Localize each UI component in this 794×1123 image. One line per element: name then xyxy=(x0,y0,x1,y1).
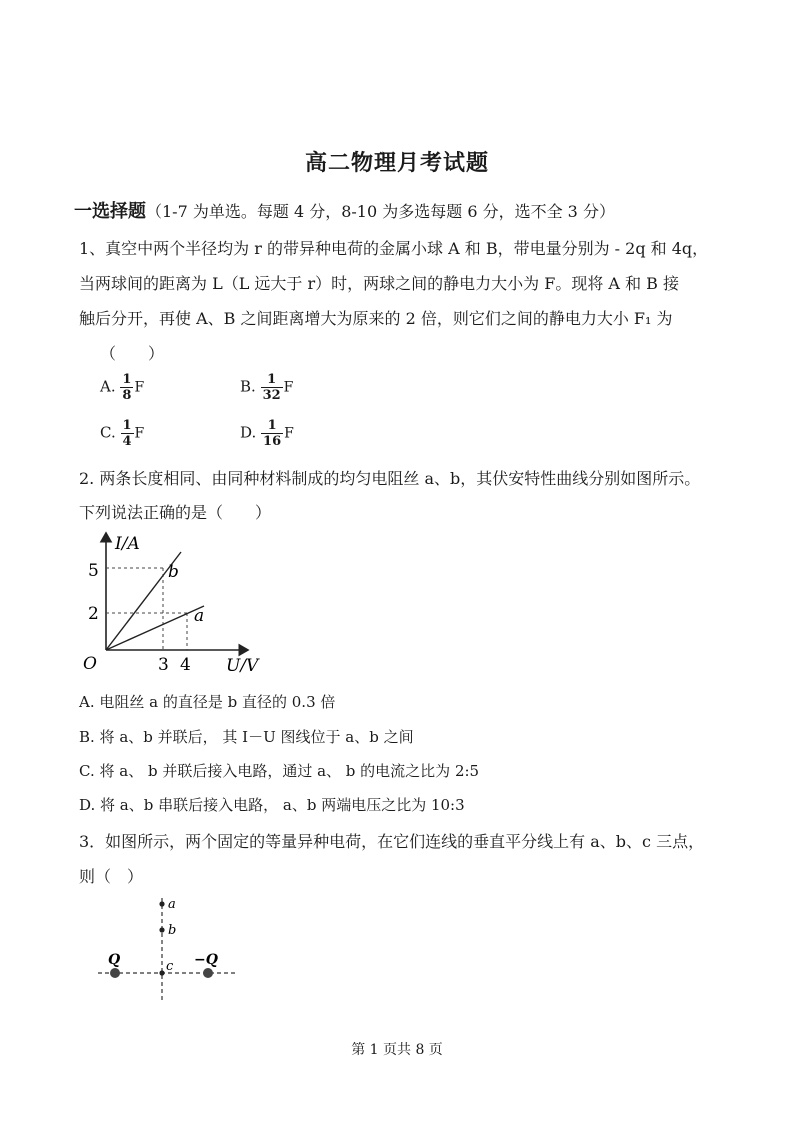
fraction-numerator: 1 xyxy=(261,372,283,388)
fraction-denominator: 4 xyxy=(122,434,132,449)
fraction-denominator: 8 xyxy=(122,388,132,403)
q2-option-d: D. 将 a、b 串联后接入电路， a、b 两端电压之比为 10:3 xyxy=(79,796,465,814)
charge-negq-dot xyxy=(203,968,213,978)
option-label: D. xyxy=(240,423,257,442)
q1-option-c xyxy=(100,418,144,449)
q2-option-b: B. 将 a、b 并联后， 其 I－U 图线位于 a、b 之间 xyxy=(79,728,414,746)
y-tick-5: 5 xyxy=(88,561,99,581)
option-label: C. xyxy=(100,423,116,442)
q1-line-4: （ ） xyxy=(100,344,165,363)
charge-q-label: Q xyxy=(108,952,121,968)
point-a-label: a xyxy=(168,897,176,912)
x-tick-3: 3 xyxy=(158,655,169,675)
q1-line-1: 1、真空中两个半径均为 r 的带异种电荷的金属小球 A 和 B，带电量分别为 - 2q 和 4q， xyxy=(79,239,709,258)
x-tick-4: 4 xyxy=(180,655,191,675)
line-b-label: b xyxy=(168,562,179,582)
charge-negq-label: −Q xyxy=(194,952,218,968)
q1-option-b xyxy=(240,372,293,403)
q3-line-2: 则（ ） xyxy=(79,867,144,886)
point-c-dot xyxy=(159,970,164,975)
line-a-label: a xyxy=(194,606,205,626)
fraction-denominator: 32 xyxy=(262,388,281,403)
section-heading-row xyxy=(74,197,615,223)
charge-diagram xyxy=(90,890,250,1005)
section-note: （1-7 为单选。每题 4 分，8-10 为多选每题 6 分，选不全 3 分） xyxy=(146,202,615,221)
x-axis-label: U/V xyxy=(226,656,259,676)
q2-option-a: A. 电阻丝 a 的直径是 b 直径的 0.3 倍 xyxy=(79,693,336,711)
y-tick-2: 2 xyxy=(88,604,99,624)
q1-line-3: 触后分开，再使 A、B 之间距离增大为原来的 2 倍，则它们之间的静电力大小 F₁ 为 xyxy=(79,309,673,328)
fraction-numerator: 1 xyxy=(122,418,132,433)
option-unit: F xyxy=(283,379,294,396)
q1-option-a xyxy=(100,372,144,403)
q2-line-1: 2. 两条长度相同、由同种材料制成的均匀电阻丝 a、b，其伏安特性曲线分别如图所示。 xyxy=(79,469,701,488)
fraction-numerator: 1 xyxy=(261,418,283,434)
option-unit: F xyxy=(134,379,145,396)
q3-line-1: 3．如图所示，两个固定的等量异种电荷，在它们连线的垂直平分线上有 a、b、c 三点， xyxy=(79,832,705,851)
fraction xyxy=(261,418,283,449)
point-b-label: b xyxy=(168,923,177,938)
iu-graph xyxy=(70,525,280,680)
point-b-dot xyxy=(159,927,164,932)
fraction xyxy=(121,418,134,449)
point-c-label: c xyxy=(166,959,174,974)
fraction xyxy=(261,372,283,403)
fraction-denominator: 16 xyxy=(263,434,282,449)
q1-option-d xyxy=(240,418,294,449)
option-unit: F xyxy=(134,425,145,442)
fraction xyxy=(120,372,133,403)
page-title: 高二物理月考试题 xyxy=(304,150,489,176)
q2-line-2: 下列说法正确的是（ ） xyxy=(79,503,272,522)
option-unit: F xyxy=(284,425,294,442)
fraction-numerator: 1 xyxy=(122,372,132,387)
option-label: A. xyxy=(100,377,116,396)
origin-label: O xyxy=(83,654,97,674)
q1-line-2: 当两球间的距离为 L（L 远大于 r）时，两球之间的静电力大小为 F。现将 A 和 B 接 xyxy=(79,274,680,293)
page-footer: 第 1 页共 8 页 xyxy=(351,1042,443,1058)
charge-q-dot xyxy=(110,968,120,978)
q2-option-c: C. 将 a、 b 并联后接入电路，通过 a、 b 的电流之比为 2:5 xyxy=(79,762,480,780)
y-axis-label: I/A xyxy=(115,534,140,554)
point-a-dot xyxy=(159,901,164,906)
option-label: B. xyxy=(240,377,256,396)
section-heading: 一选择题 xyxy=(74,201,146,222)
